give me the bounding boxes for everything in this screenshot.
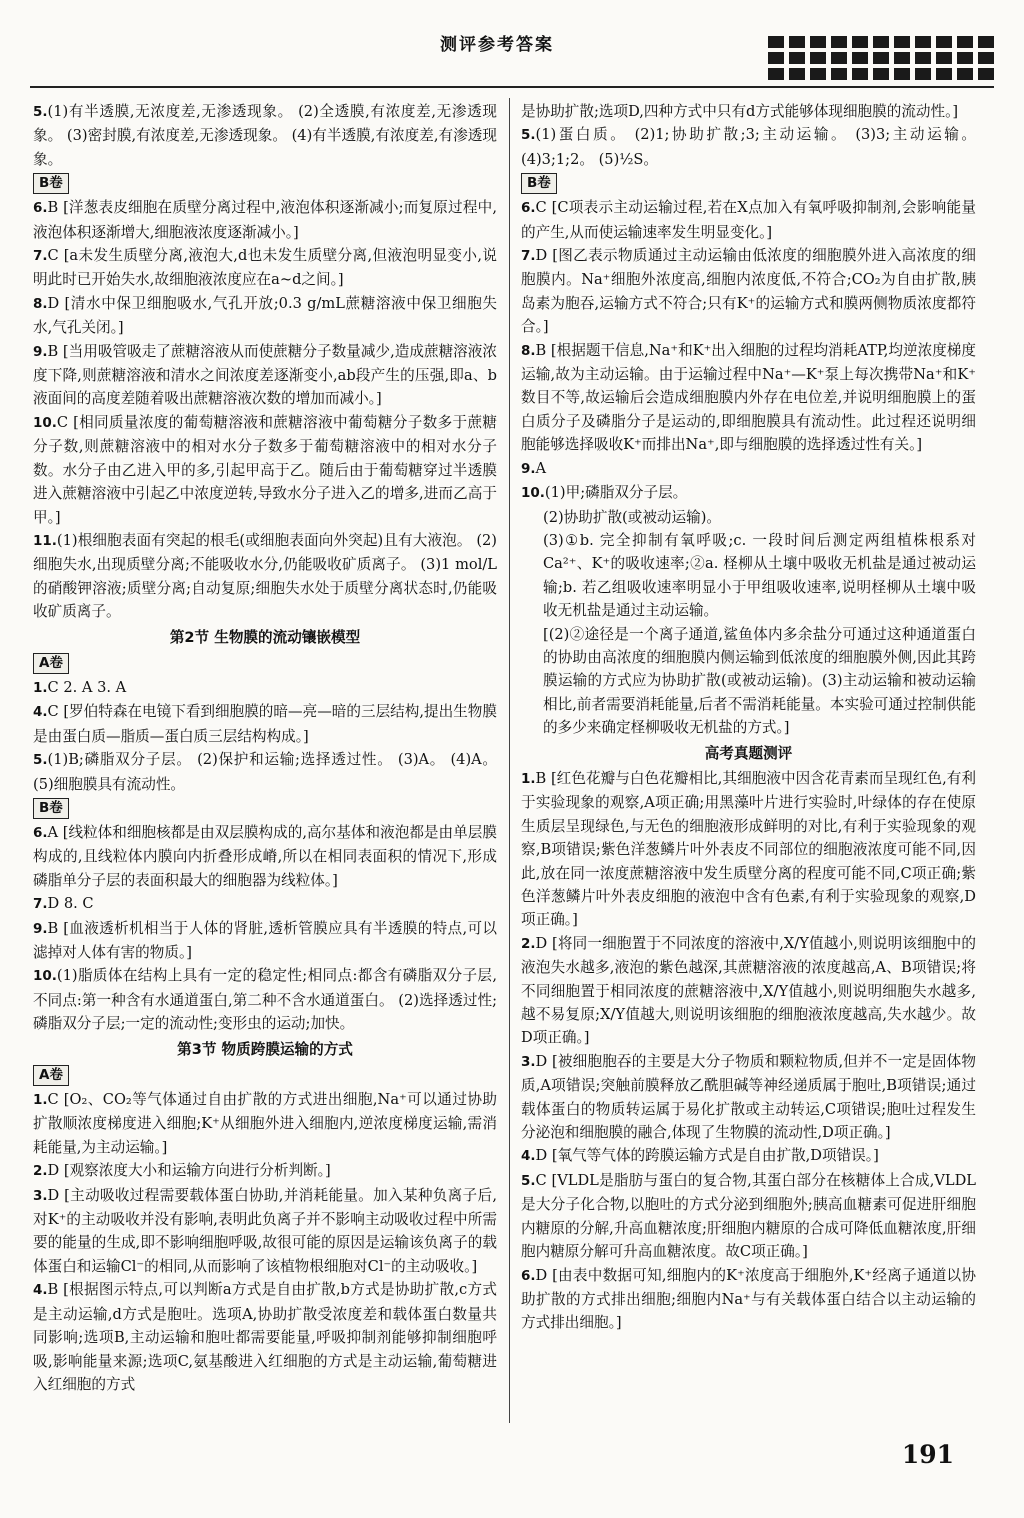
label-row bbox=[33, 1063, 497, 1088]
answer-item bbox=[33, 196, 497, 244]
answer-item bbox=[521, 932, 976, 1050]
section-label: B卷 bbox=[521, 173, 557, 194]
section-heading: 第2节 生物膜的流动镶嵌模型 bbox=[169, 628, 361, 646]
answer-item bbox=[521, 1050, 976, 1145]
section-label: B卷 bbox=[33, 798, 69, 819]
answer-body: B [血液透析机相当于人体的肾脏,透析管膜应具有半透膜的特点,可以滤掉对人体有害的物质。] bbox=[33, 919, 497, 961]
answer-body: D [由表中数据可知,细胞内的K⁺浓度高于细胞外,K⁺经离子通道以协助扩散的方式排出细胞;细胞内Na⁺与有关载体蛋白结合以主动运输的方式排出细胞。] bbox=[521, 1266, 976, 1332]
answer-item bbox=[33, 529, 497, 624]
question-number: 4. bbox=[33, 704, 48, 721]
question-number: 10. bbox=[33, 968, 57, 985]
answer-body: D [观察浓度大小和运输方向进行分析判断。] bbox=[47, 1162, 331, 1180]
question-number: 5. bbox=[33, 752, 48, 769]
answer-body: D [主动吸收过程需要载体蛋白协助,并消耗能量。加入某种负离子后,对K⁺的主动吸收并没有影响,表明此负离子并不影响主动吸收过程中所需要的能量的生成,即不影响细胞呼吸,故很可能的原因是运输该负离子的载体蛋白和运输Cl⁻的相同,从而影响了该植物根细胞对Cl⁻的主动吸收。] bbox=[33, 1186, 497, 1275]
answer-body: (1)甲;磷脂双分子层。 bbox=[544, 484, 688, 502]
right-column bbox=[521, 100, 976, 1335]
answer-text bbox=[521, 529, 976, 623]
question-number: 1. bbox=[33, 679, 48, 696]
section-label: A卷 bbox=[33, 1065, 69, 1086]
answer-body: A bbox=[535, 459, 547, 477]
answer-item bbox=[33, 1184, 497, 1279]
question-number: 9. bbox=[521, 460, 536, 477]
question-number: 10. bbox=[33, 414, 57, 431]
answer-item bbox=[33, 100, 497, 171]
answer-body: C [a未发生质壁分离,液泡大,d也未发生质壁分离,但液泡明显变小,说明此时已开始失水,故细胞液浓度应在a~d之间。] bbox=[33, 247, 497, 289]
answer-item bbox=[33, 1278, 497, 1396]
answer-body: C 2. A 3. A bbox=[47, 678, 127, 696]
left-column bbox=[33, 100, 497, 1396]
question-number: 8. bbox=[521, 342, 536, 359]
header-title: 测评参考答案 bbox=[440, 35, 554, 55]
answer-body: B [根据题干信息,Na⁺和K⁺出入细胞的过程均消耗ATP,均逆浓度梯度运输,故为主动运输。由于运输过程中Na⁺—K⁺泵上每次携带Na⁺和K⁺数目不等,故运输后会造成细胞膜内外存在电位差,并说明细胞膜上的蛋白质分子及磷脂分子是运动的,即细胞膜具有流动性。此过程还说明细胞能够选择吸收K⁺而排出Na⁺,即与细胞膜的选择透过性有关。] bbox=[521, 341, 976, 454]
answer-body: C [罗伯特森在电镜下看到细胞膜的暗—亮—暗的三层结构,提出生物膜是由蛋白质—脂质—蛋白质三层结构构成。] bbox=[33, 703, 497, 745]
answer-body: [(2)②途径是一个离子通道,鲨鱼体内多余盐分可通过这种通道蛋白的协助由高浓度的细胞膜内侧运输到低浓度的细胞膜外侧,因此其跨膜运输的方式应为协助扩散(或被动运输)。(3)主动运输和被动运输相比,前者需要消耗能量,后者不需消耗能量。本实验可通过控制供能的多少来确定柽柳吸收无机盐的方式。] bbox=[543, 625, 976, 737]
answer-body: D [氧气等气体的跨膜运输方式是自由扩散,D项错误。] bbox=[535, 1147, 879, 1165]
question-number: 9. bbox=[33, 343, 48, 360]
question-number: 9. bbox=[33, 920, 48, 937]
section-label: A卷 bbox=[33, 653, 69, 674]
question-number: 11. bbox=[33, 532, 57, 549]
question-number: 5. bbox=[521, 127, 536, 144]
answer-item bbox=[33, 292, 497, 340]
page-number: 191 bbox=[901, 1440, 954, 1469]
answer-body: (1)B;磷脂双分子层。 (2)保护和运输;选择透过性。 (3)A。 (4)A。 (5)细胞膜具有流动性。 bbox=[33, 751, 497, 793]
answer-body: B [红色花瓣与白色花瓣相比,其细胞液中因含花青素而呈现红色,有利于实验现象的观察,A项正确;用黑藻叶片进行实验时,叶绿体的存在使原生质层呈现绿色,与无色的细胞液形成鲜明的对比,有利于实验现象的观察,B项错误;紫色洋葱鳞片叶外表皮不同部位的细胞液浓度可能不同,因此,放在同一浓度蔗糖溶液中发生质壁分离的程度可能不同,C项正确;紫色洋葱鳞片叶外表皮细胞的液泡中含有色素,有利于实验现象的观察,D项正确。] bbox=[521, 769, 976, 929]
question-number: 10. bbox=[521, 485, 545, 502]
answer-body: C [C项表示主动运输过程,若在X点加入有氧呼吸抑制剂,会影响能量的产生,从而使运输速率发生明显变化。] bbox=[521, 199, 976, 241]
answer-item bbox=[521, 339, 976, 457]
answer-body: (2)协助扩散(或被动运输)。 bbox=[543, 508, 721, 526]
question-number: 7. bbox=[33, 248, 48, 265]
answer-item bbox=[521, 244, 976, 339]
answer-body: (1)蛋白质。 (2)1;协助扩散;3;主动运输。 (3)3;主动运输。 (4)3;1;2。 (5)½S。 bbox=[521, 126, 976, 168]
answer-body: D 8. C bbox=[47, 895, 94, 913]
header-decorative-pattern bbox=[768, 36, 994, 80]
answer-item bbox=[521, 196, 976, 244]
answer-item bbox=[521, 123, 976, 171]
question-number: 6. bbox=[521, 200, 536, 217]
question-number: 2. bbox=[33, 1163, 48, 1180]
answer-item bbox=[521, 457, 976, 481]
answer-body: 是协助扩散;选项D,四种方式中只有d方式能够体现细胞膜的流动性。] bbox=[521, 103, 959, 120]
question-number: 6. bbox=[33, 824, 48, 841]
answer-item bbox=[33, 411, 497, 529]
label-row bbox=[33, 796, 497, 821]
label-row bbox=[33, 651, 497, 676]
answer-item bbox=[521, 1144, 976, 1168]
label-row bbox=[521, 171, 976, 196]
answer-item bbox=[521, 481, 976, 505]
answer-text bbox=[521, 506, 976, 529]
answer-item bbox=[33, 244, 497, 292]
answer-item bbox=[521, 1264, 976, 1335]
question-number: 2. bbox=[521, 935, 536, 952]
question-number: 1. bbox=[521, 770, 536, 787]
answer-text bbox=[521, 623, 976, 740]
question-number: 8. bbox=[33, 295, 48, 312]
answer-item bbox=[33, 892, 497, 916]
answer-item bbox=[521, 1169, 976, 1264]
column-divider bbox=[509, 98, 510, 1423]
question-number: 7. bbox=[521, 248, 536, 265]
answer-body: (1)脂质体在结构上具有一定的稳定性;相同点:都含有磷脂双分子层,不同点:第一种含有水通道蛋白,第二种不含水通道蛋白。 (2)选择透过性;磷脂双分子层;一定的流动性;变形虫的运动;加快。 bbox=[33, 967, 497, 1033]
section-heading: 第3节 物质跨膜运输的方式 bbox=[177, 1040, 353, 1058]
answer-body: C [VLDL是脂肪与蛋白的复合物,其蛋白部分在核糖体上合成,VLDL是大分子化合物,以胞吐的方式分泌到细胞外;胰高血糖素可促进肝细胞内糖原的分解,升高血糖浓度;肝细胞内糖原的合成可降低血糖浓度,肝细胞内糖原分解可升高血糖浓度。故C项正确。] bbox=[521, 1171, 976, 1261]
answer-item bbox=[33, 917, 497, 965]
answer-text bbox=[521, 100, 976, 123]
question-number: 1. bbox=[33, 1092, 48, 1109]
answer-item bbox=[521, 767, 976, 932]
section-label: B卷 bbox=[33, 173, 69, 194]
answer-body: A [线粒体和细胞核都是由双层膜构成的,高尔基体和液泡都是由单层膜构成的,且线粒体内膜向内折叠形成嵴,所以在相同表面积的情况下,形成磷脂单分子层的表面积最大的细胞器为线粒体。] bbox=[33, 823, 497, 889]
answer-body: (3)①b. 完全抑制有氧呼吸;c. 一段时间后测定两组植株根系对Ca²⁺、K⁺的吸收速率;②a. 柽柳从土壤中吸收无机盐是通过被动运输;b. 若乙组吸收速率明显小于甲组吸收速率,说明柽柳从土壤中吸收无机盐是通过主动运输。 bbox=[543, 531, 976, 620]
question-number: 4. bbox=[521, 1148, 536, 1165]
answer-body: C [相同质量浓度的葡萄糖溶液和蔗糖溶液中葡萄糖分子数多于蔗糖分子数,则蔗糖溶液中的相对水分子数多于葡萄糖溶液中的相对水分子数。水分子由乙进入甲的多,引起甲高于乙。随后由于葡萄糖穿过半透膜进入蔗糖溶液中引起乙中浓度逆转,导致水分子进入乙的增多,进而乙高于甲。] bbox=[33, 413, 497, 526]
answer-item bbox=[33, 964, 497, 1035]
answer-body: B [当用吸管吸走了蔗糖溶液从而使蔗糖分子数量减少,造成蔗糖溶液浓度下降,则蔗糖溶液和清水之间浓度差逐渐变小,ab段产生的压强,即a、b液面间的高度差随着吸出蔗糖溶液次数的增加而减小。] bbox=[33, 342, 497, 408]
question-number: 6. bbox=[33, 200, 48, 217]
answer-body: D [将同一细胞置于不同浓度的溶液中,X/Y值越小,则说明该细胞中的液泡失水越多,液泡的紫色越深,其蔗糖溶液的浓度越高,A、B项错误;将不同细胞置于相同浓度的蔗糖溶液中,X/Y值越小,则说明细胞失水越多,越不易复原;X/Y值越大,则说明该细胞的细胞液浓度越高,失水越少。故D项正确。] bbox=[521, 934, 976, 1047]
answer-body: B [根据图示特点,可以判断a方式是自由扩散,b方式是协助扩散,c方式是主动运输,d方式是胞吐。选项A,协助扩散受浓度差和载体蛋白数量共同影响;选项B,主动运输和胞吐都需要能量,呼吸抑制剂能够抑制细胞呼吸,影响能量来源;选项C,氨基酸进入红细胞的方式是主动运输,葡萄糖进入红细胞的方式 bbox=[33, 1281, 497, 1393]
answer-item bbox=[33, 340, 497, 411]
label-row bbox=[33, 171, 497, 196]
question-number: 7. bbox=[33, 896, 48, 913]
answer-item bbox=[33, 700, 497, 748]
question-number: 3. bbox=[33, 1187, 48, 1204]
answer-body: C [O₂、CO₂等气体通过自由扩散的方式进出细胞,Na⁺可以通过协助扩散顺浓度梯度进入细胞;K⁺从细胞外进入细胞内,逆浓度梯度运输,需消耗能量,为主动运输。] bbox=[33, 1091, 497, 1156]
answer-body: (1)根细胞表面有突起的根毛(或细胞表面向外突起)且有大液泡。 (2)细胞失水,出现质壁分离;不能吸收水分,仍能吸收矿质离子。 (3)1 mol/L的硝酸钾溶液;质壁分离;自动复原;细胞失水处于质壁分离状态时,仍能吸收矿质离子。 bbox=[33, 531, 497, 621]
answer-item bbox=[33, 748, 497, 796]
question-number: 5. bbox=[521, 1172, 536, 1189]
answer-item bbox=[33, 1088, 497, 1159]
answer-body: (1)有半透膜,无浓度差,无渗透现象。 (2)全透膜,有浓度差,无渗透现象。 (3)密封膜,有浓度差,无渗透现象。 (4)有半透膜,有浓度差,有渗透现象。 bbox=[33, 103, 497, 168]
answer-body: D [被细胞胞吞的主要是大分子物质和颗粒物质,但并不一定是固体物质,A项错误;突触前膜释放乙酰胆碱等神经递质属于胞吐,B项错误;通过载体蛋白的物质转运属于易化扩散或主动转运,C项错误;胞吐过程发生分泌泡和细胞膜的融合,体现了生物膜的流动性,D项正确。] bbox=[521, 1052, 976, 1142]
answer-item bbox=[33, 676, 497, 700]
question-number: 3. bbox=[521, 1053, 536, 1070]
answer-item bbox=[33, 821, 497, 892]
question-number: 4. bbox=[33, 1282, 48, 1299]
answer-body: D [图乙表示物质通过主动运输由低浓度的细胞膜外进入高浓度的细胞膜内。Na⁺细胞外浓度高,细胞内浓度低,不符合;CO₂为自由扩散,胰岛素为胞吞,运输方式不符合;只有K⁺的运输方式和膜两侧物质浓度都符合。] bbox=[521, 247, 976, 336]
question-number: 5. bbox=[33, 104, 48, 120]
answer-item bbox=[33, 1159, 497, 1183]
section-heading: 高考真题测评 bbox=[704, 744, 793, 762]
answer-body: B [洋葱表皮细胞在质壁分离过程中,液泡体积逐渐减小;而复原过程中,液泡体积逐渐增大,细胞液浓度逐渐减小。] bbox=[33, 199, 497, 241]
question-number: 6. bbox=[521, 1267, 536, 1284]
answer-body: D [清水中保卫细胞吸水,气孔开放;0.3 g/mL蔗糖溶液中保卫细胞失水,气孔关闭。] bbox=[33, 294, 497, 337]
